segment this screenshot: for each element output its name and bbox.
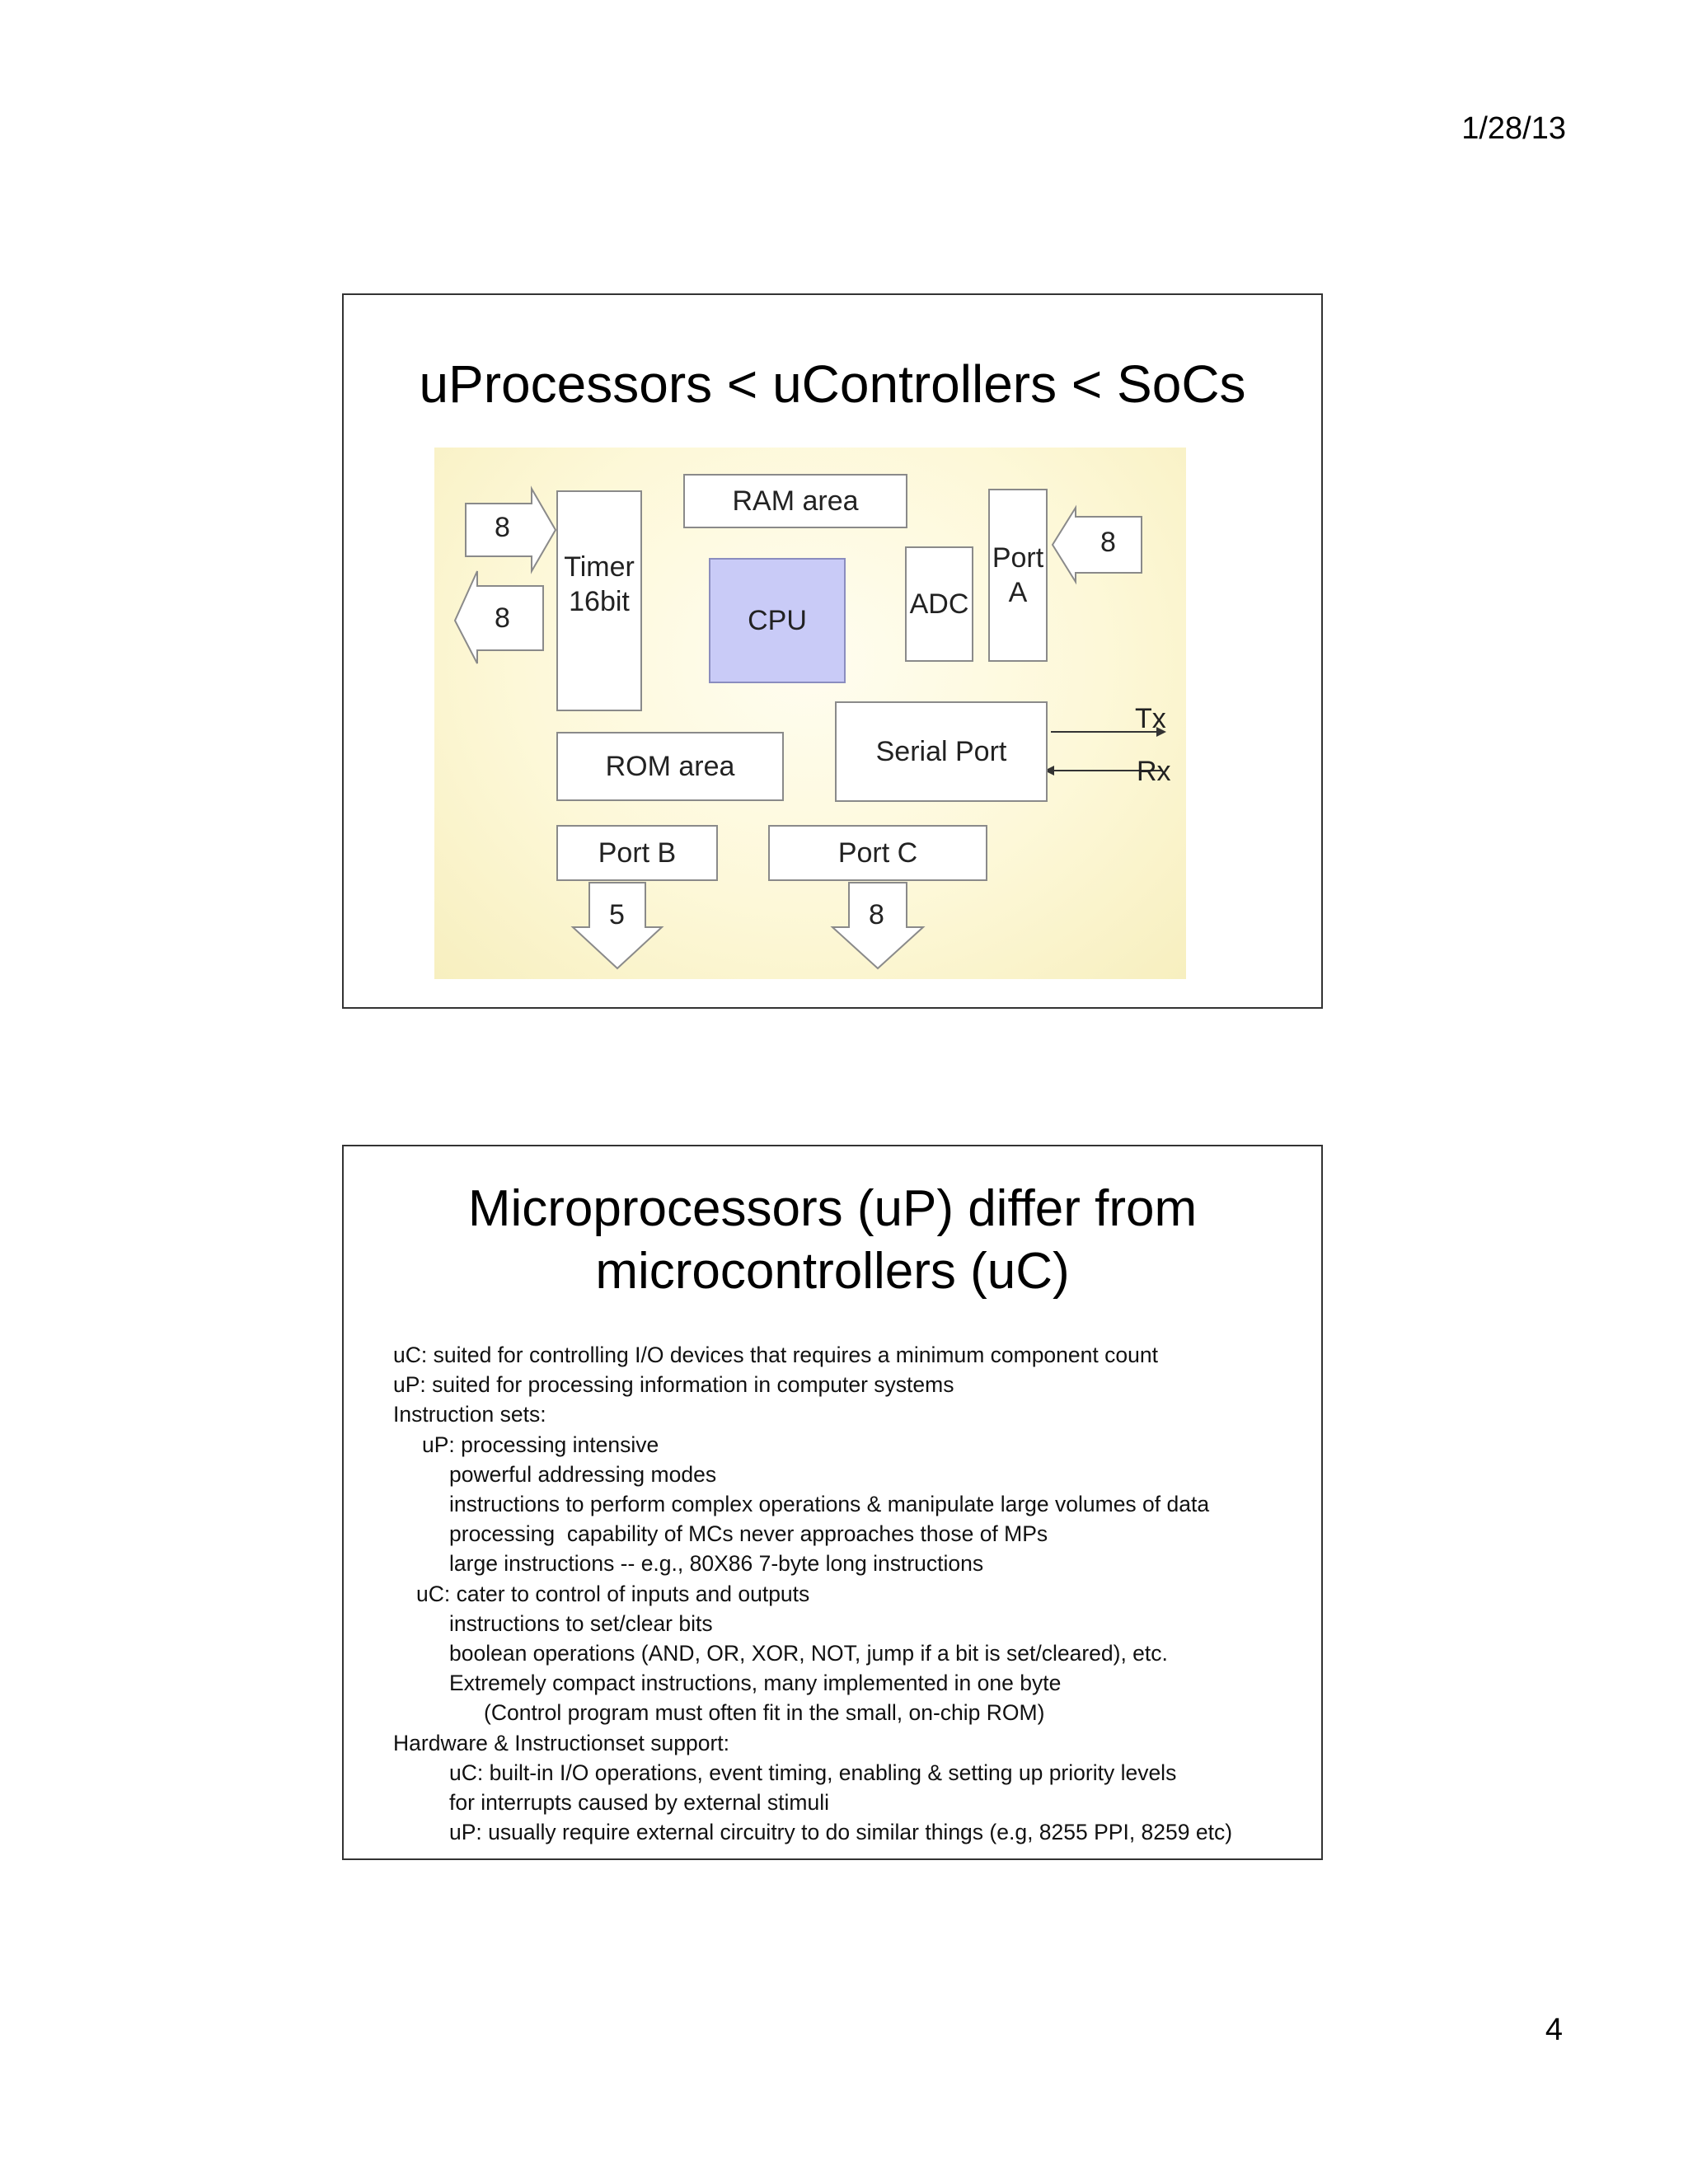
text-line: uC: cater to control of inputs and outputs	[416, 1581, 810, 1606]
text-line: powerful addressing modes	[449, 1461, 717, 1487]
timer-input-count: 8	[495, 512, 510, 543]
port-b-block: Port B	[556, 825, 718, 881]
text-line: Hardware & Instructionset support:	[393, 1730, 729, 1755]
slide-title-line-2: microcontrollers (uC)	[595, 1243, 1070, 1300]
slide-block-diagram	[342, 293, 1323, 1009]
port-b-output-count: 5	[609, 899, 625, 930]
rom-area-block: ROM area	[556, 732, 784, 801]
text-line: (Control program must often fit in the small, on-chip ROM)	[484, 1700, 1045, 1726]
text-line: boolean operations (AND, OR, XOR, NOT, jump if a bit is set/cleared), etc.	[449, 1641, 1168, 1666]
timer-input-arrow	[466, 489, 556, 571]
port-c-output-count: 8	[869, 899, 884, 930]
text-line: Extremely compact instructions, many implemented in one byte	[449, 1671, 1062, 1696]
slide-up-vs-uc	[342, 1145, 1323, 1860]
timer-output-count: 8	[495, 602, 510, 634]
page-date: 1/28/13	[1461, 111, 1566, 146]
slide-title-line-1: Microprocessors (uP) differ from	[467, 1180, 1198, 1237]
rx-label: Rx	[1137, 756, 1171, 787]
timer-block: Timer 16bit	[556, 490, 642, 711]
cpu-block: CPU	[709, 558, 846, 683]
slide-body	[393, 1340, 1296, 1847]
port-a-input-arrow	[1053, 508, 1142, 582]
text-line: instructions to set/clear bits	[449, 1610, 713, 1636]
text-line: processing capability of MCs never approaches those of MPs	[449, 1521, 1048, 1547]
port-c-block: Port C	[768, 825, 987, 881]
tx-label: Tx	[1135, 703, 1166, 734]
text-line: uC: suited for controlling I/O devices that requires a minimum component count	[393, 1343, 1158, 1367]
slide-title: uProcessors < uControllers < SoCs	[419, 354, 1246, 414]
ram-area-block: RAM area	[683, 474, 907, 528]
serial-port-block: Serial Port	[835, 701, 1048, 802]
text-line: large instructions -- e.g., 80X86 7-byte long instructions	[449, 1551, 984, 1577]
adc-block: ADC	[905, 546, 973, 662]
port-a-input-count: 8	[1100, 527, 1116, 558]
port-a-block: Port A	[988, 489, 1048, 662]
slide-title	[344, 1178, 1321, 1303]
text-line: uC: built-in I/O operations, event timing, enabling & setting up priority levels	[449, 1760, 1177, 1785]
page-number: 4	[1545, 2013, 1563, 2047]
text-line: uP: suited for processing information in computer systems	[393, 1372, 954, 1398]
text-line: Instruction sets:	[393, 1402, 546, 1427]
text-line: for interrupts caused by external stimuli	[449, 1790, 830, 1816]
text-line: uP: processing intensive	[422, 1432, 659, 1457]
microcontroller-block-diagram	[434, 448, 1186, 979]
text-line: uP: usually require external circuitry to do similar things (e.g, 8255 PPI, 8259 etc)	[449, 1820, 1233, 1845]
text-line: instructions to perform complex operations & manipulate large volumes of data	[449, 1492, 1210, 1517]
